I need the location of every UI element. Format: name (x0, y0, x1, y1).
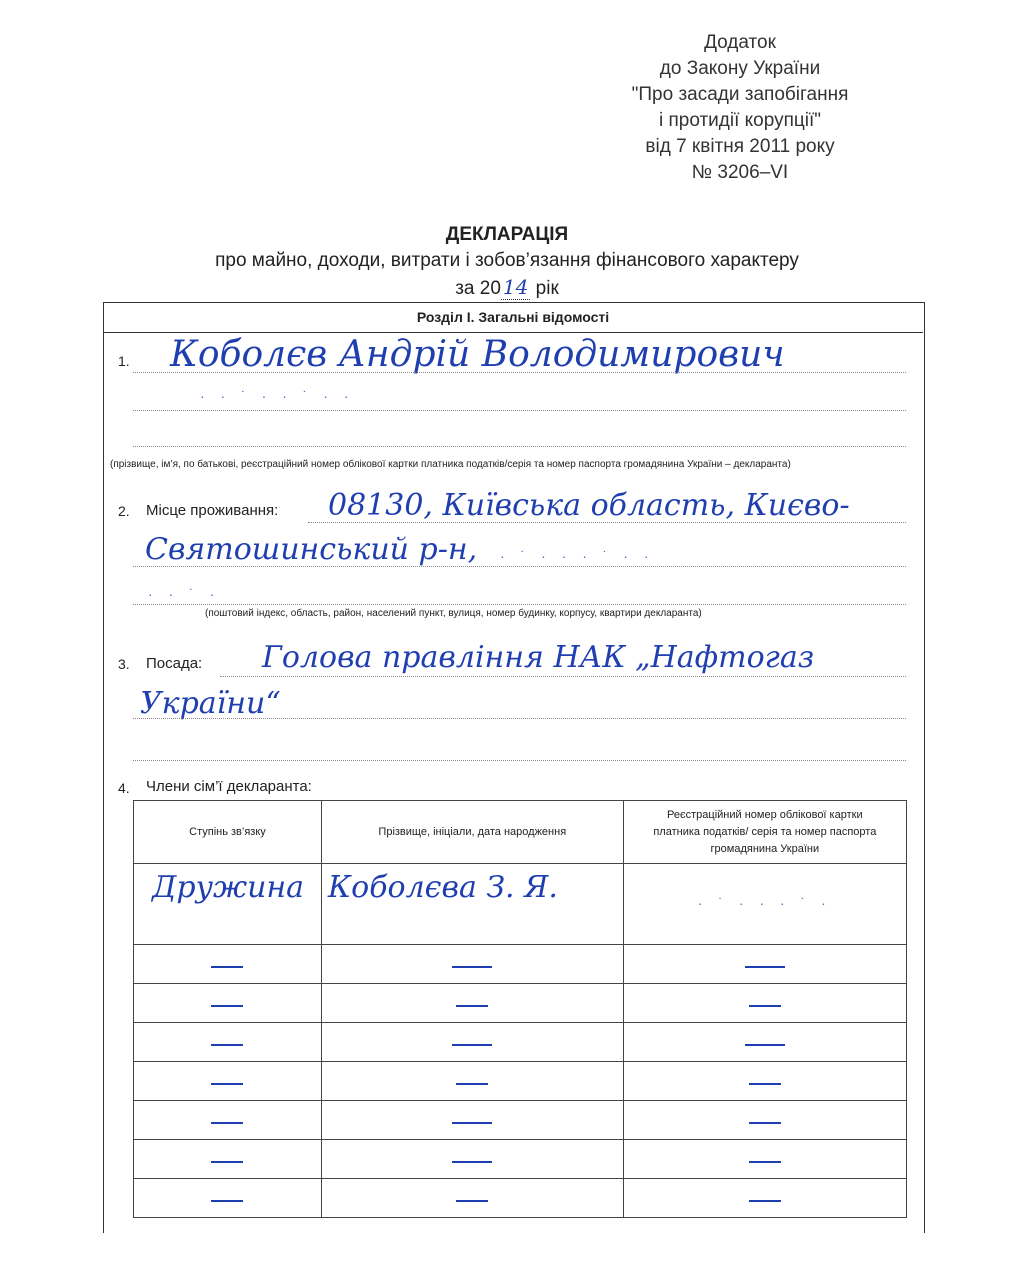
table-cell (321, 945, 623, 984)
dash-mark (452, 966, 492, 968)
annex-line: і протидії корупції" (658, 110, 822, 131)
table-row (134, 1140, 907, 1179)
declaration-title: ДЕКЛАРАЦІЯ (445, 224, 569, 245)
dash-mark (452, 1044, 492, 1046)
item-number: 2. (118, 503, 130, 519)
dash-mark (745, 966, 785, 968)
dotted-line (133, 410, 906, 411)
handwritten-member-name: Коболєва З. Я. (327, 870, 558, 905)
table-cell (134, 1101, 322, 1140)
column-header: Ступінь зв’язку (134, 801, 322, 864)
redacted-mark: · ˙ · · · ˙ · · (500, 548, 655, 564)
dash-mark (456, 1200, 488, 1202)
table-cell (134, 984, 322, 1023)
dash-mark (211, 1005, 243, 1007)
table-row (134, 1101, 907, 1140)
annex-line: від 7 квітня 2011 року (645, 136, 835, 157)
table-row (134, 1179, 907, 1218)
dash-mark (211, 1161, 243, 1163)
dotted-line (220, 676, 906, 677)
dash-mark (211, 1200, 243, 1202)
dash-mark (749, 1005, 781, 1007)
table-cell (321, 1140, 623, 1179)
annex-line: "Про засади запобігання (631, 84, 849, 105)
column-header: Прізвище, ініціали, дата народження (321, 801, 623, 864)
redacted-mark: · · ˙ · (148, 586, 221, 602)
table-row (134, 984, 907, 1023)
table-cell (623, 945, 906, 984)
dash-mark (452, 1122, 492, 1124)
section-title: Розділ І. Загальні відомості (103, 302, 923, 333)
table-cell (623, 1023, 906, 1062)
dash-mark (749, 1122, 781, 1124)
table-cell (321, 984, 623, 1023)
dotted-line (133, 760, 906, 761)
handwritten-relation: Дружина (152, 870, 305, 905)
year-suffix: рік (535, 278, 559, 299)
annex-block (560, 30, 920, 186)
dash-mark (211, 966, 243, 968)
table-cell (134, 1023, 322, 1062)
table-row (134, 864, 907, 945)
field-caption: (поштовий індекс, область, район, населений пункт, вулиця, номер будинку, корпусу, квартири декларанта) (205, 608, 702, 619)
redacted-mark: · · ˙ · · ˙ · · (200, 388, 355, 404)
field-label: Місце проживання: (146, 502, 279, 519)
table-cell (321, 1062, 623, 1101)
table-cell (623, 864, 906, 945)
table-cell (134, 1062, 322, 1101)
dotted-line (133, 446, 906, 447)
item-number: 4. (118, 780, 130, 796)
year-prefix: за 20 (455, 278, 501, 299)
dotted-line (133, 566, 906, 567)
annex-line: до Закону України (659, 58, 821, 79)
annex-line: № 3206–VI (691, 162, 789, 183)
table-cell (623, 1101, 906, 1140)
table-cell (623, 984, 906, 1023)
dotted-line (133, 372, 906, 373)
dash-mark (456, 1083, 488, 1085)
dash-mark (749, 1083, 781, 1085)
table-cell (623, 1179, 906, 1218)
dotted-line (133, 604, 906, 605)
dash-mark (456, 1005, 488, 1007)
table-cell (134, 945, 322, 984)
table-cell (321, 864, 623, 945)
dash-mark (749, 1161, 781, 1163)
table-cell (321, 1179, 623, 1218)
family-members-table (133, 800, 907, 1218)
column-header: Реєстраційний номер облікової картки платника податків/ серія та номер паспорта громадянина України (623, 801, 906, 864)
table-cell (623, 1062, 906, 1101)
year-handwritten: 14 (502, 275, 529, 299)
declaration-year (0, 275, 1014, 300)
dash-mark (749, 1200, 781, 1202)
item-number: 1. (118, 353, 130, 369)
dotted-line (308, 522, 906, 523)
table-cell (623, 1140, 906, 1179)
table-cell (134, 1140, 322, 1179)
handwritten-name: Коболєв Андрій Володимирович (170, 334, 785, 375)
declaration-subtitle: про майно, доходи, витрати і зобов’язання фінансового характеру (215, 250, 799, 271)
dash-mark (452, 1161, 492, 1163)
dotted-line (133, 718, 906, 719)
table-row (134, 1062, 907, 1101)
dash-mark (211, 1083, 243, 1085)
dash-mark (211, 1122, 243, 1124)
field-label: Члени сім’ї декларанта: (146, 778, 312, 795)
handwritten-position-line2: України“ (140, 686, 281, 721)
field-label: Посада: (146, 655, 203, 672)
item-number: 3. (118, 656, 130, 672)
table-row (134, 945, 907, 984)
table-header-row (134, 801, 907, 864)
table-cell (134, 864, 322, 945)
table-cell (321, 1023, 623, 1062)
field-caption: (прізвище, ім’я, по батькові, реєстраційний номер облікової картки платника податків/серія та номер паспорта громадянина України – декларанта) (110, 459, 791, 470)
dash-mark (745, 1044, 785, 1046)
dash-mark (211, 1044, 243, 1046)
table-cell (134, 1179, 322, 1218)
table-row (134, 1023, 907, 1062)
redacted-mark: · ˙ · · · ˙ · (697, 895, 832, 911)
annex-line: Додаток (704, 32, 776, 53)
handwritten-position-line1: Голова правління НАК „Нафтогаз (262, 640, 815, 675)
table-cell (321, 1101, 623, 1140)
handwritten-address-line2: Святошинський р-н, (145, 532, 478, 567)
handwritten-address-line1: 08130, Київська область, Києво- (328, 488, 850, 523)
